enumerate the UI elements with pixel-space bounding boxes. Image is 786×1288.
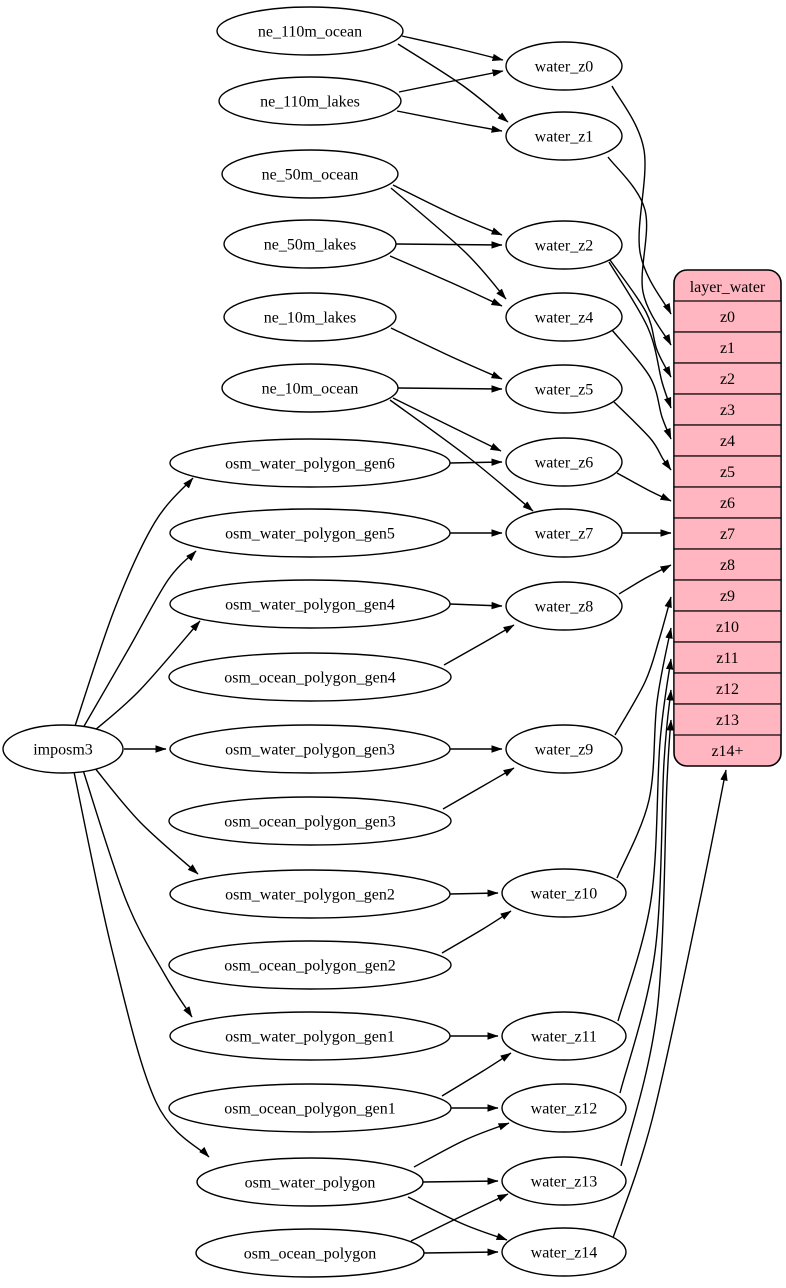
node-osm-water-polygon-gen6: [170, 439, 450, 487]
edge-osm-water-polygon-gen2-to-water-z10: [450, 893, 498, 894]
record-row-label-z0: z0: [719, 309, 736, 327]
node-label: water_z13: [530, 1173, 598, 1191]
node-water-z0: [506, 42, 622, 90]
edge-ne-50m-lakes-to-water-z2: [396, 244, 502, 245]
node-label: imposm3: [33, 741, 93, 759]
node-label: water_z10: [530, 885, 598, 903]
node-label: water_z7: [534, 525, 594, 543]
node-label: osm_water_polygon_gen4: [225, 596, 395, 614]
node-label: ne_10m_lakes: [263, 309, 357, 327]
node-water-z5: [506, 365, 622, 413]
edge-ne-50m-ocean-to-water-z2: [393, 185, 502, 235]
node-osm-water-polygon-gen3: [170, 725, 450, 773]
edge-osm-ocean-polygon-gen4-to-water-z8: [444, 625, 514, 665]
node-label: water_z0: [534, 58, 594, 76]
node-label: water_z5: [534, 381, 594, 399]
node-label: osm_ocean_polygon_gen4: [224, 669, 396, 687]
edge-osm-water-polygon-gen4-to-water-z8: [450, 604, 502, 606]
node-label: osm_ocean_polygon_gen2: [224, 957, 396, 975]
node-osm-ocean-polygon-gen1: [169, 1084, 451, 1132]
record-row-label-z6: z6: [719, 495, 736, 513]
edge-ne-10m-ocean-to-water-z5: [398, 388, 502, 389]
record-row-label-z11: z11: [716, 650, 739, 668]
record-row-label-z8: z8: [719, 557, 736, 575]
node-water-z7: [506, 509, 622, 557]
node-osm-water-polygon-gen2: [170, 870, 450, 918]
node-label: osm_ocean_polygon_gen1: [224, 1100, 396, 1118]
node-water-z10: [502, 869, 626, 917]
edge-osm-ocean-polygon-to-water-z13: [411, 1194, 508, 1241]
node-water-z4: [506, 293, 622, 341]
record-row-label-z9: z9: [719, 588, 736, 606]
record-row-label-z10: z10: [715, 619, 740, 637]
node-ne-50m-ocean: [222, 150, 398, 198]
node-imposm3: [3, 725, 123, 773]
node-ne-110m-ocean: [217, 7, 403, 55]
node-label: water_z8: [534, 598, 594, 616]
record-title: layer_water: [689, 279, 766, 297]
node-water-z13: [502, 1157, 626, 1205]
node-label: osm_water_polygon: [244, 1174, 376, 1192]
edge-osm-water-polygon-to-water-z13: [423, 1181, 498, 1182]
node-label: osm_ocean_polygon_gen3: [224, 813, 396, 831]
node-water-z2: [506, 221, 622, 269]
edge-water-z6-to-layer-water.z6: [617, 473, 671, 501]
node-label: osm_water_polygon_gen2: [225, 886, 395, 904]
node-osm-ocean-polygon: [196, 1229, 424, 1277]
edge-water-z5-to-layer-water.z5: [614, 402, 671, 470]
edge-ne-10m-lakes-to-water-z5: [391, 328, 502, 379]
node-label: water_z12: [530, 1100, 598, 1118]
edge-osm-water-polygon-gen6-to-water-z6: [450, 462, 502, 463]
node-water-z8: [506, 582, 622, 630]
node-ne-50m-lakes: [224, 220, 396, 268]
edge-ne-10m-ocean-to-water-z6: [393, 398, 501, 451]
edge-osm-water-polygon-to-water-z12: [414, 1123, 509, 1167]
edge-ne-110m-ocean-to-water-z1: [398, 44, 508, 122]
edge-water-z8-to-layer-water.z8: [619, 565, 671, 594]
node-label: water_z14: [530, 1244, 598, 1262]
edge-osm-ocean-polygon-gen2-to-water-z10: [442, 911, 511, 953]
node-osm-water-polygon-gen1: [170, 1012, 450, 1060]
node-label: water_z6: [534, 454, 594, 472]
record-row-label-z12: z12: [715, 681, 740, 699]
edge-osm-ocean-polygon-gen3-to-water-z9: [443, 768, 514, 809]
record-row-label-z14plus: z14+: [711, 743, 744, 761]
record-row-label-z4: z4: [719, 433, 736, 451]
node-label: ne_50m_ocean: [261, 166, 359, 184]
node-water-z6: [506, 438, 622, 486]
node-label: water_z2: [534, 237, 594, 255]
edge-imposm3-to-osm-water-polygon-gen5: [83, 551, 196, 728]
node-label: ne_110m_ocean: [257, 23, 363, 41]
node-label: ne_10m_ocean: [261, 380, 359, 398]
node-label: water_z4: [534, 309, 594, 327]
record-row-label-z5: z5: [719, 464, 736, 482]
edge-ne-110m-lakes-to-water-z1: [397, 111, 502, 131]
node-label: ne_110m_lakes: [260, 93, 360, 111]
record-row-label-z13: z13: [715, 712, 740, 730]
record-row-label-z7: z7: [719, 526, 736, 544]
edge-water-z10-to-layer-water.z10: [617, 628, 671, 878]
node-label: osm_water_polygon_gen3: [225, 741, 395, 759]
node-water-z14: [502, 1228, 626, 1276]
node-ne-110m-lakes: [219, 77, 401, 125]
node-water-z9: [506, 725, 622, 773]
edge-osm-ocean-polygon-to-water-z14: [424, 1252, 498, 1253]
edge-ne-110m-lakes-to-water-z0: [399, 71, 503, 92]
node-osm-water-polygon: [197, 1158, 423, 1206]
edge-water-z11-to-layer-water.z11: [618, 659, 671, 1021]
node-osm-water-polygon-gen4: [170, 580, 450, 628]
node-label: water_z1: [534, 128, 594, 146]
edge-osm-ocean-polygon-gen1-to-water-z11: [442, 1053, 511, 1096]
node-label: ne_50m_lakes: [263, 236, 357, 254]
node-label: water_z9: [534, 741, 594, 759]
edge-water-z14-to-layer-water.z14plus: [613, 770, 726, 1238]
node-ne-10m-lakes: [224, 293, 396, 341]
record-row-label-z3: z3: [719, 402, 736, 420]
node-ne-10m-ocean: [222, 364, 398, 412]
node-water-z11: [502, 1012, 626, 1060]
node-label: osm_water_polygon_gen6: [225, 455, 395, 473]
node-osm-water-polygon-gen5: [170, 509, 450, 557]
nodes-layer: [3, 7, 626, 1277]
node-label: osm_water_polygon_gen5: [225, 525, 395, 543]
node-label: osm_water_polygon_gen1: [225, 1028, 395, 1046]
node-osm-ocean-polygon-gen2: [169, 941, 451, 989]
edge-ne-50m-lakes-to-water-z4: [390, 256, 502, 306]
node-water-z1: [506, 112, 622, 160]
node-osm-ocean-polygon-gen4: [169, 653, 451, 701]
edges-layer: [74, 36, 726, 1253]
record-row-label-z1: z1: [719, 340, 736, 358]
node-label: water_z11: [530, 1028, 598, 1046]
node-osm-ocean-polygon-gen3: [169, 797, 451, 845]
record-row-label-z2: z2: [719, 371, 736, 389]
node-water-z12: [502, 1084, 626, 1132]
record-layer-water: [674, 270, 781, 766]
node-label: osm_ocean_polygon: [243, 1245, 377, 1263]
